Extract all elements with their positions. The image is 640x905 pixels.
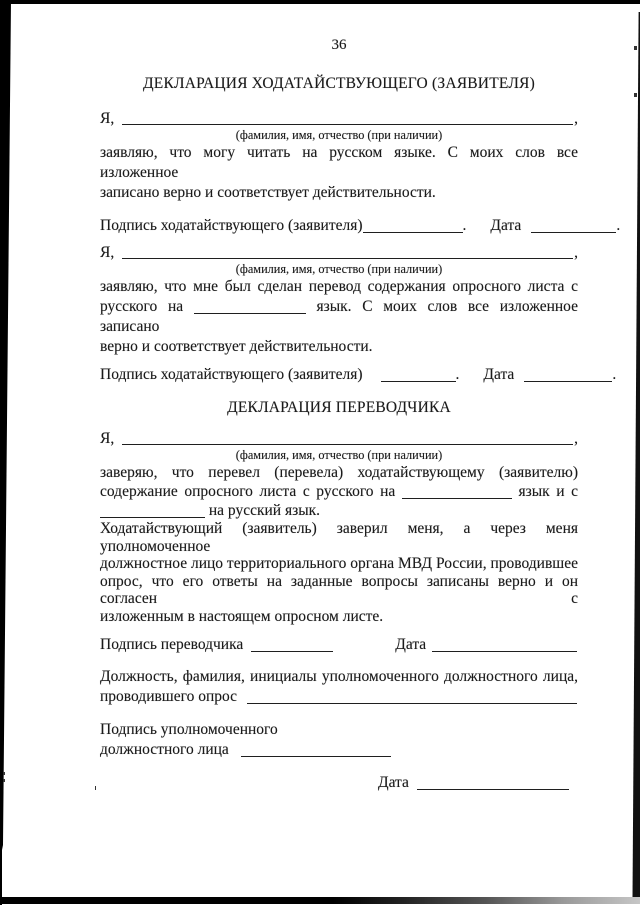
signature-blank-line — [363, 221, 463, 233]
i-label: Я, — [100, 244, 115, 261]
date-blank-line — [432, 640, 577, 652]
page-number: 36 — [331, 37, 347, 53]
applicant-name-row — [100, 244, 578, 262]
statement-line: записано верно и соответствует действительности. — [100, 184, 436, 201]
statement-text: на русский язык. — [208, 502, 321, 519]
i-label: Я, — [100, 430, 115, 447]
signature-blank-line — [241, 745, 391, 757]
official-caption-text: проводившего опрос — [100, 688, 238, 705]
statement-text: содержание опросного листа с русского на — [100, 483, 396, 500]
final-date-row — [100, 773, 578, 793]
date-blank-line — [524, 370, 612, 382]
name-blank-line — [122, 434, 573, 445]
statement-line — [100, 482, 578, 501]
document-page — [12, 4, 640, 793]
period: . — [455, 366, 460, 383]
official-signature-row — [100, 740, 578, 760]
declaration-applicant-title: ДЕКЛАРАЦИЯ ХОДАТАЙСТВУЮЩЕГО (ЗАЯВИТЕЛЯ) — [143, 75, 535, 92]
scan-speck — [3, 772, 5, 775]
statement-line: заявляю, что могу читать на русском языке. С моих слов все изложенное — [100, 144, 578, 181]
language-blank-line — [402, 487, 512, 499]
date-label: Дата — [378, 774, 409, 791]
signature-label: Подпись ходатайствующего (заявителя) — [100, 366, 363, 383]
official-blank-line — [247, 692, 577, 704]
signature-blank-line — [381, 370, 456, 382]
statement-text: язык и с — [518, 483, 578, 500]
statement-line: Ходатайствующий (заявитель) заверил меня, а через меня уполномоченное — [100, 520, 578, 555]
statement-line — [100, 297, 578, 337]
statement-line: заявляю, что мне был сделан перевод содержания опросного листа с — [100, 278, 578, 295]
name-blank-line — [122, 248, 573, 259]
statement-line: заверяю, что перевел (перевела) ходатайствующему (заявителю) — [100, 464, 578, 481]
translator-name-row — [100, 430, 578, 448]
fio-caption: (фамилия, имя, отчество (при наличии) — [235, 262, 443, 276]
signature-label: Подпись ходатайствующего (заявителя) — [100, 217, 363, 234]
scan-speck — [3, 779, 5, 782]
applicant-signature-row — [100, 365, 617, 385]
statement-line: опрос, что его ответы на заданные вопросы записаны верно и он согласен с — [100, 572, 578, 607]
statement-line: должностное лицо территориального органа МВД России, проводившее — [100, 555, 578, 572]
statement-line: изложенным в настоящем опросном листе. — [100, 607, 384, 625]
language-blank-line — [100, 506, 205, 518]
trailing-comma: , — [574, 110, 578, 127]
signature-label: Подпись переводчика — [100, 636, 244, 653]
official-signature-label-line2: должностного лица — [100, 741, 229, 758]
date-label: Дата — [490, 217, 522, 234]
scan-border-bottom — [0, 897, 640, 904]
fio-caption: (фамилия, имя, отчество (при наличии) — [235, 128, 443, 142]
applicant-signature-row — [100, 216, 621, 236]
declaration-translator-title: ДЕКЛАРАЦИЯ ПЕРЕВОДЧИКА — [227, 399, 451, 416]
statement-text: язык. С моих слов все изложенное записано — [100, 298, 579, 335]
signature-blank-line — [251, 640, 333, 652]
fio-caption: (фамилия, имя, отчество (при наличии) — [235, 448, 443, 462]
applicant-name-row — [100, 110, 578, 128]
date-label: Дата — [395, 636, 427, 653]
date-label: Дата — [483, 366, 515, 383]
official-signature-label-line1: Подпись уполномоченного — [100, 721, 278, 738]
official-caption-line — [100, 687, 578, 707]
statement-line: верно и соответствует действительности. — [100, 338, 373, 355]
name-blank-line — [122, 114, 573, 125]
i-label: Я, — [100, 110, 115, 127]
statement-line — [100, 501, 578, 520]
translator-signature-row — [100, 635, 578, 655]
date-blank-line — [531, 221, 616, 233]
trailing-comma: , — [574, 244, 578, 261]
date-blank-line — [417, 778, 569, 790]
language-blank-line — [194, 302, 306, 314]
scan-border-left — [0, 0, 12, 905]
official-caption-line: Должность, фамилия, инициалы уполномоченного должностного лица, — [100, 668, 578, 685]
trailing-comma: , — [574, 430, 578, 447]
period: . — [612, 366, 617, 383]
statement-text: русского на — [100, 298, 184, 315]
period: . — [616, 217, 621, 234]
period: . — [462, 217, 467, 234]
